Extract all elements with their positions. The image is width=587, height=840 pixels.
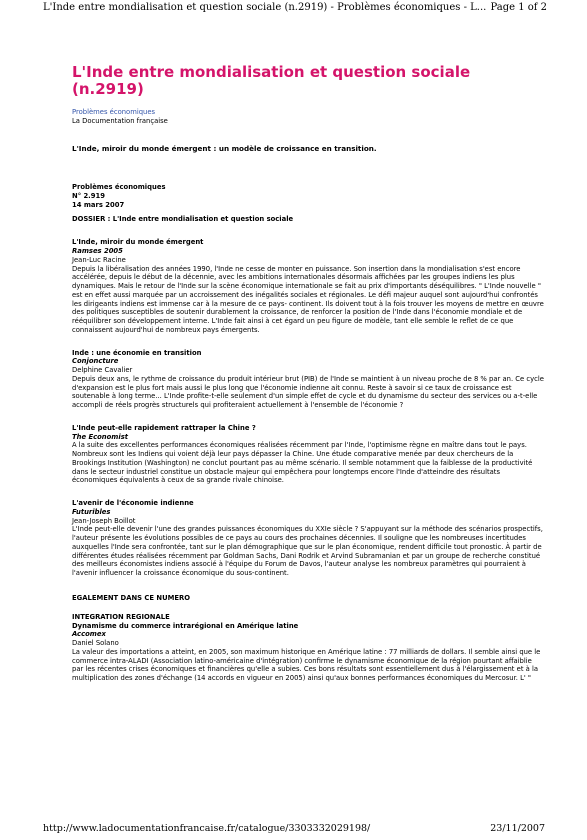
article (72, 238, 544, 334)
issue-meta (72, 183, 544, 209)
also-article-author: Daniel Solano (72, 639, 119, 648)
article-source: Futuribles (72, 507, 111, 516)
article-body: Depuis deux ans, le rythme de croissance du produit intérieur brut (PIB) de l'Inde se maintient à un niveau proche de 8 % par an. Ce cycle d'expansion est le plus fort mais aussi le plus long que l'économie indienne ait connu. Reste à savoir si ce taux de croissance est soutenable à long terme... L'Inde profite-t-elle seulement d'un simple effet de cycle et du dynamisme du secteur des services ou a-t-elle accompli de réels progrès structurels qui profiteraient actuellement à l'ensemble de l'économie ? (72, 374, 544, 410)
article-author: Jean-Luc Racine (72, 255, 126, 264)
article-author: Delphine Cavalier (72, 366, 133, 375)
article-heading: Inde : une économie en transition (72, 348, 202, 357)
article-source: Conjoncture (72, 357, 119, 366)
publisher: La Documentation française (72, 117, 168, 125)
also-article (72, 613, 544, 683)
source-block (72, 108, 544, 126)
source-link[interactable]: Problèmes économiques (72, 108, 156, 116)
article-author: Jean-Joseph Boillot (72, 516, 136, 525)
lead-text: L'Inde, miroir du monde émergent : un modèle de croissance en transition. (72, 144, 377, 153)
article-body: Depuis la libéralisation des années 1990, l'Inde ne cesse de monter en puissance. Son insertion dans la mondialisation s'est encore accélérée, depuis le début de la décennie, avec les ambitions internationales désormais affichées par les groupes indiens les plus dynamiques. Mais le retour de l'Inde sur la scène économique internationale se fait au prix d'importants déséquilibres. " L'Inde nouvelle " est en effet aussi marquée par un accroissement des inégalités sociales et régionales. Le défi majeur auquel sont aujourd'hui confrontés les dirigeants indiens est immense car à la mesure de ce pays- continent. Ils doivent tout à la fois trouver les moyens de mettre en œuvre des politiques susceptibles de soutenir durablement la croissance, de renforcer la position de l'Inde dans l'économie mondiale et de rééquilibrer son développement interne. L'Inde fait ainsi à cet égard un peu figure de modèle, tant elle semble le reflet de ce que connaissent aujourd'hui de nombreux pays émergents. (72, 264, 544, 334)
page-title: L'Inde entre mondialisation et question sociale (n.2919) (72, 63, 471, 98)
dossier-heading: DOSSIER : L'Inde entre mondialisation et question sociale (72, 215, 294, 224)
also-article-heading: Dynamisme du commerce intrarégional en Amérique latine (72, 621, 299, 630)
also-in-issue-heading: EGALEMENT DANS CE NUMERO (72, 593, 191, 602)
footer-date: 23/11/2007 (490, 823, 545, 834)
header-document-title: L'Inde entre mondialisation et question sociale (n.2919) - Problèmes économiques - L... (43, 2, 487, 13)
article (72, 499, 544, 578)
page-content (72, 64, 544, 683)
header-page-indicator: Page 1 of 2 (490, 2, 547, 13)
article-source: Ramses 2005 (72, 247, 123, 256)
article-source: The Economist (72, 432, 129, 441)
article-body: A la suite des excellentes performances économiques réalisées récemment par l'Inde, l'optimisme règne en maître dans tout le pays. Nombreux sont les Indiens qui voient déjà leur pays dépasser la Chine. Une étude comparative menée par deux chercheurs de la Brookings Institution (Washington) ne conclut pourtant pas au même scénario. Il semble notamment que la faiblesse de la productivité dans le secteur industriel constitue un obstacle majeur qui empêchera pour longtemps encore l'Inde d'atteindre des résultats économiques équivalents à ceux de sa grande rivale chinoise. (72, 441, 533, 485)
also-article-section: INTEGRATION REGIONALE (72, 612, 170, 621)
article-heading: L'Inde, miroir du monde émergent (72, 238, 204, 247)
journal-name: Problèmes économiques (72, 183, 166, 191)
article-heading: L'Inde peut-elle rapidement rattraper la Chine ? (72, 423, 256, 432)
print-header (0, 0, 587, 14)
article (72, 349, 544, 410)
issue-number: N° 2.919 (72, 191, 105, 200)
also-article-body: La valeur des importations a atteint, en 2005, son maximum historique en Amérique latine : 77 milliards de dollars. Il semble ainsi que le commerce intra-ALADI (Association latino-américaine d'intégration) confirme le dynamisme économique de la région pourtant affaiblie par les récentes crises économiques et financières qu'elle a subies. Ces bons résultats sont essentiellement dus à l'élargissement et à la multiplication des zones d'échange (14 accords en vigueur en 2005) ainsi qu'aux bonnes performances économiques du Mercosur. L' " (72, 647, 541, 683)
article-body: L'Inde peut-elle devenir l'une des grandes puissances économiques du XXIe siècle ? S'appuyant sur la méthode des scénarios prospectifs, l'auteur présente les évolutions possibles de ce pays au cours des prochaines décennies. Il souligne que les nombreuses incertitudes auxquelles l'Inde sera confrontée, tant sur le plan démographique que sur le plan économique, rendent difficile tout pronostic. À partir de différentes études réalisées récemment par Goldman Sachs, Dani Rodrik et Arvind Subramanian et par un groupe de recherche constitué des meilleurs économistes indiens associé à l'équipe du Forum de Davos, l'auteur analyse les nombreux paramètres qui pourraient à l'avenir influencer la croissance économique du sous-continent. (72, 525, 543, 578)
also-article-source: Accomex (72, 630, 106, 639)
issue-date: 14 mars 2007 (72, 200, 125, 209)
footer-url: http://www.ladocumentationfrancaise.fr/catalogue/3303332029198/ (43, 823, 371, 834)
article-heading: L'avenir de l'économie indienne (72, 499, 194, 508)
article (72, 424, 544, 485)
